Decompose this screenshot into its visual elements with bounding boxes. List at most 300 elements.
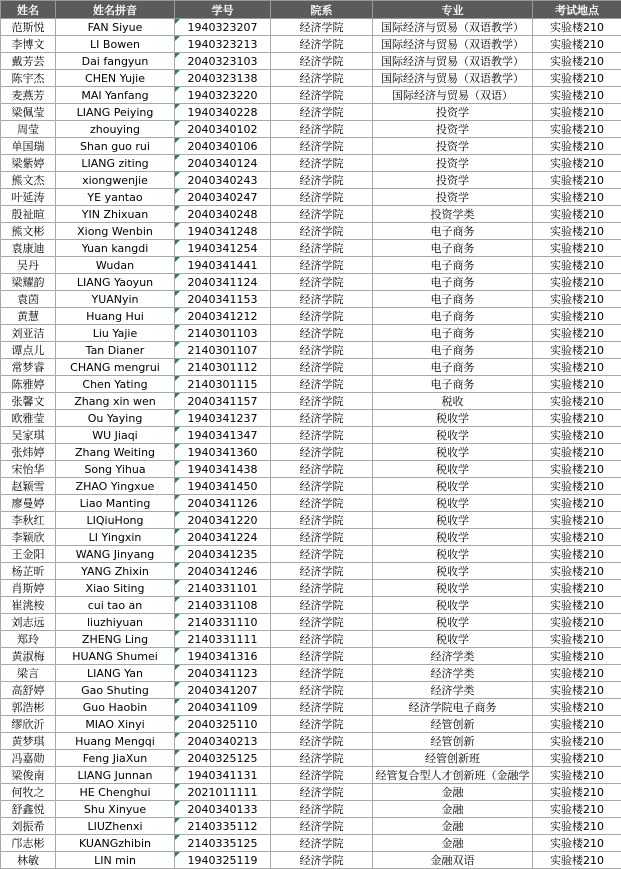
cell-major[interactable]: 税收学 — [373, 478, 533, 495]
cell-name[interactable]: 高舒婷 — [1, 682, 56, 699]
cell-school[interactable]: 经济学院 — [271, 818, 373, 835]
cell-school[interactable]: 经济学院 — [271, 104, 373, 121]
cell-major[interactable]: 投资学 — [373, 121, 533, 138]
cell-exam-location[interactable]: 实验楼210 — [533, 376, 621, 393]
cell-pinyin[interactable]: LIANG Yan — [56, 665, 175, 682]
cell-pinyin[interactable]: Wudan — [56, 257, 175, 274]
cell-school[interactable]: 经济学院 — [271, 682, 373, 699]
cell-pinyin[interactable]: LIANG ziting — [56, 155, 175, 172]
cell-major[interactable]: 税收 — [373, 393, 533, 410]
cell-exam-location[interactable]: 实验楼210 — [533, 835, 621, 852]
cell-name[interactable]: 郭浩彬 — [1, 699, 56, 716]
cell-exam-location[interactable]: 实验楼210 — [533, 121, 621, 138]
cell-major[interactable]: 投资学 — [373, 155, 533, 172]
cell-name[interactable]: 梁佩莹 — [1, 104, 56, 121]
cell-major[interactable]: 经济学类 — [373, 665, 533, 682]
cell-student-id[interactable]: 1940325119 — [175, 852, 271, 869]
cell-pinyin[interactable]: Feng JiaXun — [56, 750, 175, 767]
cell-name[interactable]: 黄梦琪 — [1, 733, 56, 750]
cell-student-id[interactable]: 2040340248 — [175, 206, 271, 223]
cell-student-id[interactable]: 2140301103 — [175, 325, 271, 342]
cell-exam-location[interactable]: 实验楼210 — [533, 359, 621, 376]
cell-exam-location[interactable]: 实验楼210 — [533, 189, 621, 206]
cell-major[interactable]: 国际经济与贸易（双语） — [373, 87, 533, 104]
cell-pinyin[interactable]: Liu Yajie — [56, 325, 175, 342]
cell-exam-location[interactable]: 实验楼210 — [533, 631, 621, 648]
cell-school[interactable]: 经济学院 — [271, 393, 373, 410]
cell-name[interactable]: 崔洮桉 — [1, 597, 56, 614]
cell-major[interactable]: 经管创新班 — [373, 750, 533, 767]
cell-pinyin[interactable]: YE yantao — [56, 189, 175, 206]
cell-exam-location[interactable]: 实验楼210 — [533, 36, 621, 53]
cell-student-id[interactable]: 2040323138 — [175, 70, 271, 87]
cell-student-id[interactable]: 2040340124 — [175, 155, 271, 172]
cell-exam-location[interactable]: 实验楼210 — [533, 699, 621, 716]
cell-school[interactable]: 经济学院 — [271, 801, 373, 818]
cell-name[interactable]: 梁紫婷 — [1, 155, 56, 172]
cell-major[interactable]: 经管复合型人才创新班（金融学 — [373, 767, 533, 784]
cell-student-id[interactable]: 1940341360 — [175, 444, 271, 461]
cell-school[interactable]: 经济学院 — [271, 223, 373, 240]
cell-exam-location[interactable]: 实验楼210 — [533, 257, 621, 274]
cell-school[interactable]: 经济学院 — [271, 835, 373, 852]
cell-school[interactable]: 经济学院 — [271, 19, 373, 36]
cell-exam-location[interactable]: 实验楼210 — [533, 852, 621, 869]
cell-major[interactable]: 电子商务 — [373, 325, 533, 342]
cell-school[interactable]: 经济学院 — [271, 631, 373, 648]
cell-pinyin[interactable]: xiongwenjie — [56, 172, 175, 189]
cell-school[interactable]: 经济学院 — [271, 665, 373, 682]
cell-pinyin[interactable]: LIANG Junnan — [56, 767, 175, 784]
cell-student-id[interactable]: 2140301115 — [175, 376, 271, 393]
cell-pinyin[interactable]: YIN Zhixuan — [56, 206, 175, 223]
cell-name[interactable]: 杨芷昕 — [1, 563, 56, 580]
cell-name[interactable]: 黄淑梅 — [1, 648, 56, 665]
cell-major[interactable]: 金融双语 — [373, 852, 533, 869]
cell-school[interactable]: 经济学院 — [271, 495, 373, 512]
cell-major[interactable]: 税收学 — [373, 614, 533, 631]
cell-name[interactable]: 熊文彬 — [1, 223, 56, 240]
cell-student-id[interactable]: 2140331101 — [175, 580, 271, 597]
cell-school[interactable]: 经济学院 — [271, 427, 373, 444]
cell-name[interactable]: 宋怡华 — [1, 461, 56, 478]
cell-exam-location[interactable]: 实验楼210 — [533, 70, 621, 87]
cell-major[interactable]: 投资学 — [373, 104, 533, 121]
cell-school[interactable]: 经济学院 — [271, 529, 373, 546]
cell-student-id[interactable]: 1940341441 — [175, 257, 271, 274]
cell-pinyin[interactable]: Shan guo rui — [56, 138, 175, 155]
cell-school[interactable]: 经济学院 — [271, 36, 373, 53]
cell-name[interactable]: 熊文杰 — [1, 172, 56, 189]
cell-name[interactable]: 邝志彬 — [1, 835, 56, 852]
cell-student-id[interactable]: 1940341237 — [175, 410, 271, 427]
cell-student-id[interactable]: 2040341123 — [175, 665, 271, 682]
cell-pinyin[interactable]: Tan Dianer — [56, 342, 175, 359]
cell-exam-location[interactable]: 实验楼210 — [533, 291, 621, 308]
cell-name[interactable]: 刘亚洁 — [1, 325, 56, 342]
cell-pinyin[interactable]: liuzhiyuan — [56, 614, 175, 631]
cell-student-id[interactable]: 2040325110 — [175, 716, 271, 733]
cell-major[interactable]: 投资学类 — [373, 206, 533, 223]
cell-student-id[interactable]: 2140331110 — [175, 614, 271, 631]
cell-school[interactable]: 经济学院 — [271, 750, 373, 767]
cell-exam-location[interactable]: 实验楼210 — [533, 206, 621, 223]
cell-major[interactable]: 税收学 — [373, 563, 533, 580]
cell-name[interactable]: 李博文 — [1, 36, 56, 53]
cell-name[interactable]: 李秋红 — [1, 512, 56, 529]
cell-student-id[interactable]: 1940341316 — [175, 648, 271, 665]
cell-exam-location[interactable]: 实验楼210 — [533, 53, 621, 70]
cell-name[interactable]: 叶延涛 — [1, 189, 56, 206]
cell-pinyin[interactable]: MIAO Xinyi — [56, 716, 175, 733]
cell-pinyin[interactable]: LIQiuHong — [56, 512, 175, 529]
cell-major[interactable]: 金融 — [373, 835, 533, 852]
cell-name[interactable]: 袁茵 — [1, 291, 56, 308]
cell-name[interactable]: 张馨文 — [1, 393, 56, 410]
cell-major[interactable]: 电子商务 — [373, 257, 533, 274]
cell-school[interactable]: 经济学院 — [271, 733, 373, 750]
cell-exam-location[interactable]: 实验楼210 — [533, 155, 621, 172]
cell-student-id[interactable]: 1940341347 — [175, 427, 271, 444]
cell-major[interactable]: 税收学 — [373, 495, 533, 512]
cell-exam-location[interactable]: 实验楼210 — [533, 716, 621, 733]
cell-exam-location[interactable]: 实验楼210 — [533, 172, 621, 189]
cell-school[interactable]: 经济学院 — [271, 648, 373, 665]
cell-pinyin[interactable]: Huang Mengqi — [56, 733, 175, 750]
cell-major[interactable]: 国际经济与贸易（双语教学） — [373, 70, 533, 87]
cell-name[interactable]: 肖斯婷 — [1, 580, 56, 597]
cell-exam-location[interactable]: 实验楼210 — [533, 240, 621, 257]
cell-school[interactable]: 经济学院 — [271, 257, 373, 274]
cell-student-id[interactable]: 2021011111 — [175, 784, 271, 801]
cell-pinyin[interactable]: LIUZhenxi — [56, 818, 175, 835]
cell-name[interactable]: 周莹 — [1, 121, 56, 138]
cell-exam-location[interactable]: 实验楼210 — [533, 648, 621, 665]
cell-student-id[interactable]: 2040340102 — [175, 121, 271, 138]
cell-name[interactable]: 冯嘉勋 — [1, 750, 56, 767]
cell-student-id[interactable]: 2040341153 — [175, 291, 271, 308]
cell-school[interactable]: 经济学院 — [271, 597, 373, 614]
cell-school[interactable]: 经济学院 — [271, 240, 373, 257]
cell-school[interactable]: 经济学院 — [271, 563, 373, 580]
cell-student-id[interactable]: 1940341131 — [175, 767, 271, 784]
cell-name[interactable]: 李颖欣 — [1, 529, 56, 546]
cell-pinyin[interactable]: Gao Shuting — [56, 682, 175, 699]
cell-school[interactable]: 经济学院 — [271, 291, 373, 308]
cell-school[interactable]: 经济学院 — [271, 342, 373, 359]
cell-exam-location[interactable]: 实验楼210 — [533, 546, 621, 563]
cell-exam-location[interactable]: 实验楼210 — [533, 563, 621, 580]
cell-major[interactable]: 金融 — [373, 801, 533, 818]
cell-name[interactable]: 殷祉暄 — [1, 206, 56, 223]
cell-exam-location[interactable]: 实验楼210 — [533, 19, 621, 36]
cell-school[interactable]: 经济学院 — [271, 444, 373, 461]
cell-exam-location[interactable]: 实验楼210 — [533, 767, 621, 784]
cell-pinyin[interactable]: Song Yihua — [56, 461, 175, 478]
cell-pinyin[interactable]: Zhang xin wen — [56, 393, 175, 410]
cell-school[interactable]: 经济学院 — [271, 206, 373, 223]
cell-name[interactable]: 张炜婷 — [1, 444, 56, 461]
cell-name[interactable]: 缪欣沂 — [1, 716, 56, 733]
cell-school[interactable]: 经济学院 — [271, 478, 373, 495]
cell-name[interactable]: 戴芳芸 — [1, 53, 56, 70]
cell-name[interactable]: 梁言 — [1, 665, 56, 682]
cell-exam-location[interactable]: 实验楼210 — [533, 512, 621, 529]
cell-school[interactable]: 经济学院 — [271, 376, 373, 393]
cell-major[interactable]: 投资学 — [373, 189, 533, 206]
cell-exam-location[interactable]: 实验楼210 — [533, 393, 621, 410]
cell-student-id[interactable]: 1940341254 — [175, 240, 271, 257]
cell-exam-location[interactable]: 实验楼210 — [533, 784, 621, 801]
cell-major[interactable]: 金融 — [373, 784, 533, 801]
cell-major[interactable]: 电子商务 — [373, 223, 533, 240]
cell-major[interactable]: 税收学 — [373, 631, 533, 648]
cell-name[interactable]: 廖曼婷 — [1, 495, 56, 512]
cell-exam-location[interactable]: 实验楼210 — [533, 801, 621, 818]
cell-student-id[interactable]: 1940323213 — [175, 36, 271, 53]
cell-major[interactable]: 税收学 — [373, 427, 533, 444]
cell-exam-location[interactable]: 实验楼210 — [533, 138, 621, 155]
cell-student-id[interactable]: 2040341220 — [175, 512, 271, 529]
cell-pinyin[interactable]: Huang Hui — [56, 308, 175, 325]
cell-school[interactable]: 经济学院 — [271, 699, 373, 716]
cell-name[interactable]: 何牧之 — [1, 784, 56, 801]
cell-pinyin[interactable]: LIN min — [56, 852, 175, 869]
cell-major[interactable]: 电子商务 — [373, 342, 533, 359]
cell-pinyin[interactable]: YUANyin — [56, 291, 175, 308]
cell-major[interactable]: 经管创新 — [373, 733, 533, 750]
cell-student-id[interactable]: 2040341235 — [175, 546, 271, 563]
cell-school[interactable]: 经济学院 — [271, 359, 373, 376]
cell-major[interactable]: 国际经济与贸易（双语教学） — [373, 53, 533, 70]
cell-student-id[interactable]: 1940341450 — [175, 478, 271, 495]
cell-major[interactable]: 投资学 — [373, 138, 533, 155]
cell-major[interactable]: 电子商务 — [373, 376, 533, 393]
cell-school[interactable]: 经济学院 — [271, 138, 373, 155]
cell-major[interactable]: 电子商务 — [373, 308, 533, 325]
cell-name[interactable]: 欧雅莹 — [1, 410, 56, 427]
cell-student-id[interactable]: 2140301107 — [175, 342, 271, 359]
cell-student-id[interactable]: 2140331108 — [175, 597, 271, 614]
cell-major[interactable]: 电子商务 — [373, 359, 533, 376]
cell-student-id[interactable]: 1940323220 — [175, 87, 271, 104]
cell-school[interactable]: 经济学院 — [271, 274, 373, 291]
cell-student-id[interactable]: 2040323103 — [175, 53, 271, 70]
cell-exam-location[interactable]: 实验楼210 — [533, 580, 621, 597]
cell-pinyin[interactable]: Yuan kangdi — [56, 240, 175, 257]
cell-school[interactable]: 经济学院 — [271, 155, 373, 172]
cell-major[interactable]: 金融 — [373, 818, 533, 835]
cell-major[interactable]: 税收学 — [373, 580, 533, 597]
cell-major[interactable]: 电子商务 — [373, 291, 533, 308]
cell-pinyin[interactable]: Liao Manting — [56, 495, 175, 512]
cell-pinyin[interactable]: WANG Jinyang — [56, 546, 175, 563]
cell-exam-location[interactable]: 实验楼210 — [533, 597, 621, 614]
cell-pinyin[interactable]: CHANG mengrui — [56, 359, 175, 376]
cell-student-id[interactable]: 1940340228 — [175, 104, 271, 121]
cell-major[interactable]: 税收学 — [373, 410, 533, 427]
cell-major[interactable]: 投资学 — [373, 172, 533, 189]
cell-exam-location[interactable]: 实验楼210 — [533, 325, 621, 342]
cell-name[interactable]: 范斯悦 — [1, 19, 56, 36]
cell-exam-location[interactable]: 实验楼210 — [533, 750, 621, 767]
cell-school[interactable]: 经济学院 — [271, 512, 373, 529]
cell-pinyin[interactable]: Ou Yaying — [56, 410, 175, 427]
cell-pinyin[interactable]: cui tao an — [56, 597, 175, 614]
cell-exam-location[interactable]: 实验楼210 — [533, 529, 621, 546]
cell-student-id[interactable]: 2140331111 — [175, 631, 271, 648]
cell-student-id[interactable]: 2140335112 — [175, 818, 271, 835]
cell-school[interactable]: 经济学院 — [271, 784, 373, 801]
cell-pinyin[interactable]: WU Jiaqi — [56, 427, 175, 444]
cell-name[interactable]: 陈宇杰 — [1, 70, 56, 87]
cell-pinyin[interactable]: Zhang Weiting — [56, 444, 175, 461]
cell-school[interactable]: 经济学院 — [271, 852, 373, 869]
cell-pinyin[interactable]: ZHENG Ling — [56, 631, 175, 648]
cell-name[interactable]: 吴家琪 — [1, 427, 56, 444]
cell-student-id[interactable]: 1940341248 — [175, 223, 271, 240]
cell-pinyin[interactable]: Shu Xinyue — [56, 801, 175, 818]
cell-major[interactable]: 国际经济与贸易（双语教学） — [373, 36, 533, 53]
cell-pinyin[interactable]: HUANG Shumei — [56, 648, 175, 665]
cell-exam-location[interactable]: 实验楼210 — [533, 427, 621, 444]
cell-name[interactable]: 刘振希 — [1, 818, 56, 835]
cell-major[interactable]: 经济学院电子商务 — [373, 699, 533, 716]
cell-major[interactable]: 电子商务 — [373, 274, 533, 291]
cell-exam-location[interactable]: 实验楼210 — [533, 342, 621, 359]
cell-student-id[interactable]: 2040340106 — [175, 138, 271, 155]
cell-exam-location[interactable]: 实验楼210 — [533, 87, 621, 104]
cell-name[interactable]: 舒鑫悦 — [1, 801, 56, 818]
cell-name[interactable]: 常梦睿 — [1, 359, 56, 376]
cell-pinyin[interactable]: ZHAO Yingxue — [56, 478, 175, 495]
cell-school[interactable]: 经济学院 — [271, 189, 373, 206]
cell-name[interactable]: 吴丹 — [1, 257, 56, 274]
cell-major[interactable]: 税收学 — [373, 597, 533, 614]
cell-pinyin[interactable]: CHEN Yujie — [56, 70, 175, 87]
cell-exam-location[interactable]: 实验楼210 — [533, 444, 621, 461]
cell-exam-location[interactable]: 实验楼210 — [533, 818, 621, 835]
cell-pinyin[interactable]: zhouying — [56, 121, 175, 138]
cell-school[interactable]: 经济学院 — [271, 546, 373, 563]
cell-pinyin[interactable]: LI Bowen — [56, 36, 175, 53]
cell-exam-location[interactable]: 实验楼210 — [533, 410, 621, 427]
cell-pinyin[interactable]: Xiao Siting — [56, 580, 175, 597]
cell-student-id[interactable]: 2140301112 — [175, 359, 271, 376]
cell-exam-location[interactable]: 实验楼210 — [533, 478, 621, 495]
cell-school[interactable]: 经济学院 — [271, 614, 373, 631]
cell-student-id[interactable]: 2040341212 — [175, 308, 271, 325]
cell-school[interactable]: 经济学院 — [271, 172, 373, 189]
cell-name[interactable]: 王金阳 — [1, 546, 56, 563]
cell-major[interactable]: 税收学 — [373, 529, 533, 546]
cell-student-id[interactable]: 2040341124 — [175, 274, 271, 291]
cell-student-id[interactable]: 2040341224 — [175, 529, 271, 546]
cell-major[interactable]: 经管创新 — [373, 716, 533, 733]
cell-name[interactable]: 林敏 — [1, 852, 56, 869]
cell-pinyin[interactable]: Guo Haobin — [56, 699, 175, 716]
cell-major[interactable]: 经济学类 — [373, 682, 533, 699]
cell-school[interactable]: 经济学院 — [271, 767, 373, 784]
cell-pinyin[interactable]: Dai fangyun — [56, 53, 175, 70]
cell-student-id[interactable]: 1940341438 — [175, 461, 271, 478]
cell-pinyin[interactable]: FAN Siyue — [56, 19, 175, 36]
cell-school[interactable]: 经济学院 — [271, 461, 373, 478]
cell-exam-location[interactable]: 实验楼210 — [533, 733, 621, 750]
cell-student-id[interactable]: 2040341246 — [175, 563, 271, 580]
cell-pinyin[interactable]: Chen Yating — [56, 376, 175, 393]
cell-name[interactable]: 谭点儿 — [1, 342, 56, 359]
cell-student-id[interactable]: 2040340213 — [175, 733, 271, 750]
cell-major[interactable]: 税收学 — [373, 444, 533, 461]
cell-student-id[interactable]: 2040340133 — [175, 801, 271, 818]
cell-major[interactable]: 电子商务 — [373, 240, 533, 257]
cell-name[interactable]: 梁俊南 — [1, 767, 56, 784]
cell-student-id[interactable]: 2040341207 — [175, 682, 271, 699]
cell-exam-location[interactable]: 实验楼210 — [533, 614, 621, 631]
cell-school[interactable]: 经济学院 — [271, 53, 373, 70]
cell-exam-location[interactable]: 实验楼210 — [533, 495, 621, 512]
cell-major[interactable]: 税收学 — [373, 461, 533, 478]
cell-school[interactable]: 经济学院 — [271, 716, 373, 733]
cell-student-id[interactable]: 2040340247 — [175, 189, 271, 206]
cell-name[interactable]: 赵颖雪 — [1, 478, 56, 495]
cell-pinyin[interactable]: KUANGzhibin — [56, 835, 175, 852]
cell-student-id[interactable]: 2040340243 — [175, 172, 271, 189]
cell-major[interactable]: 经济学类 — [373, 648, 533, 665]
cell-major[interactable]: 税收学 — [373, 512, 533, 529]
cell-name[interactable]: 黄慧 — [1, 308, 56, 325]
cell-student-id[interactable]: 2140335125 — [175, 835, 271, 852]
cell-student-id[interactable]: 2040325125 — [175, 750, 271, 767]
cell-student-id[interactable]: 2040341157 — [175, 393, 271, 410]
cell-pinyin[interactable]: MAI Yanfang — [56, 87, 175, 104]
cell-pinyin[interactable]: LI Yingxin — [56, 529, 175, 546]
cell-pinyin[interactable]: HE Chenghui — [56, 784, 175, 801]
cell-name[interactable]: 袁康迪 — [1, 240, 56, 257]
cell-student-id[interactable]: 1940323207 — [175, 19, 271, 36]
cell-name[interactable]: 单国瑞 — [1, 138, 56, 155]
cell-exam-location[interactable]: 实验楼210 — [533, 665, 621, 682]
cell-pinyin[interactable]: Xiong Wenbin — [56, 223, 175, 240]
cell-name[interactable]: 麦燕芳 — [1, 87, 56, 104]
cell-major[interactable]: 国际经济与贸易（双语教学） — [373, 19, 533, 36]
cell-name[interactable]: 郑玲 — [1, 631, 56, 648]
cell-school[interactable]: 经济学院 — [271, 410, 373, 427]
cell-pinyin[interactable]: LIANG Peiying — [56, 104, 175, 121]
cell-exam-location[interactable]: 实验楼210 — [533, 104, 621, 121]
cell-exam-location[interactable]: 实验楼210 — [533, 682, 621, 699]
cell-student-id[interactable]: 2040341126 — [175, 495, 271, 512]
cell-school[interactable]: 经济学院 — [271, 121, 373, 138]
cell-school[interactable]: 经济学院 — [271, 308, 373, 325]
cell-exam-location[interactable]: 实验楼210 — [533, 461, 621, 478]
cell-school[interactable]: 经济学院 — [271, 70, 373, 87]
cell-exam-location[interactable]: 实验楼210 — [533, 274, 621, 291]
cell-student-id[interactable]: 2040341109 — [175, 699, 271, 716]
cell-name[interactable]: 刘志远 — [1, 614, 56, 631]
cell-exam-location[interactable]: 实验楼210 — [533, 223, 621, 240]
cell-school[interactable]: 经济学院 — [271, 325, 373, 342]
cell-name[interactable]: 陈雅婷 — [1, 376, 56, 393]
cell-major[interactable]: 税收学 — [373, 546, 533, 563]
cell-school[interactable]: 经济学院 — [271, 87, 373, 104]
cell-pinyin[interactable]: LIANG Yaoyun — [56, 274, 175, 291]
cell-pinyin[interactable]: YANG Zhixin — [56, 563, 175, 580]
cell-name[interactable]: 梁耀韵 — [1, 274, 56, 291]
cell-school[interactable]: 经济学院 — [271, 580, 373, 597]
cell-exam-location[interactable]: 实验楼210 — [533, 308, 621, 325]
